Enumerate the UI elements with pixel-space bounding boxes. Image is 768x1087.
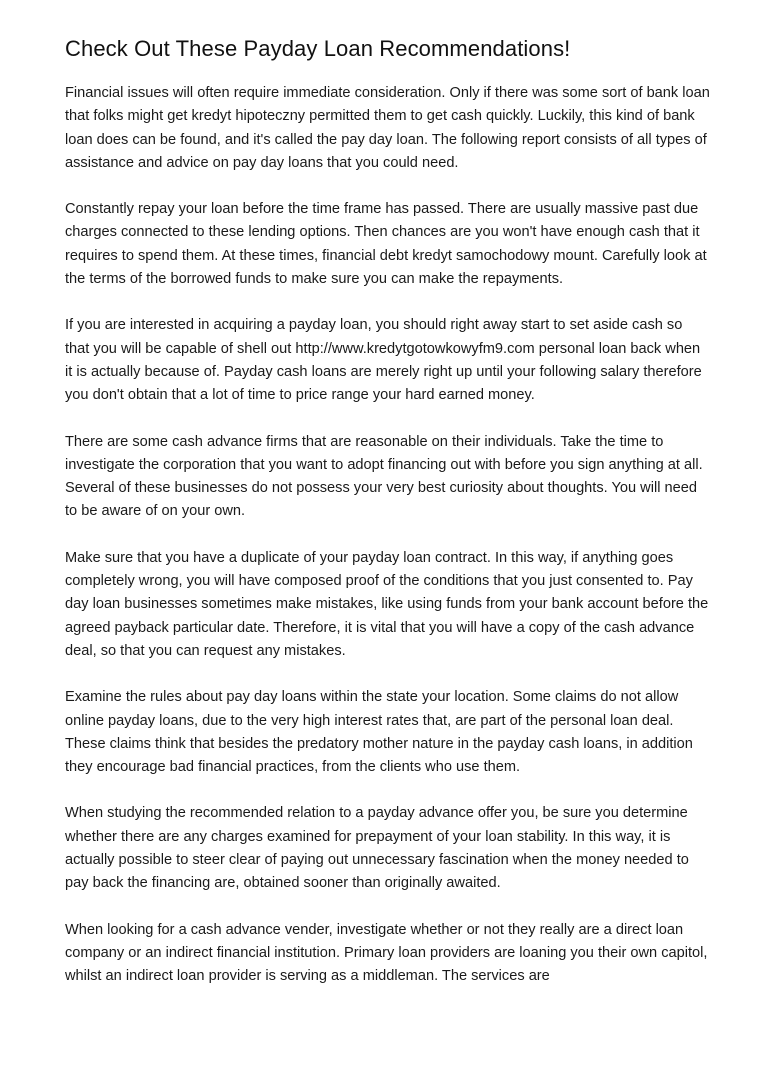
- paragraph-4: There are some cash advance firms that are reasonable on their individuals. Take the time to investigate the corporation that you want to adopt financing out with before you sign anything at all. Several of these businesses do not possess your very best curiosity about thoughts. You will need to be aware of on your own.: [65, 433, 703, 520]
- paragraph-6: Examine the rules about pay day loans within the state your location. Some claims do not allow online payday loans, due to the very high interest rates that, are part of the personal loan deal. These claims think that besides the predatory mother nature in the payday cash loans, in addition they encourage bad financial practices, from the clients who use them.: [65, 689, 693, 776]
- paragraph-8: When looking for a cash advance vender, investigate whether or not they really are a direct loan company or an indirect financial institution. Primary loan providers are loaning you their own capitol, whilst an indirect loan provider is serving as a middleman. The services are: [65, 921, 708, 985]
- paragraph-3: If you are interested in acquiring a payday loan, you should right away start to set aside cash so that you will be capable of shell out http://www.kredytgotowkowyfm9.com personal loan back when it is actually because of. Payday cash loans are merely right up until your following salary therefore you don't obtain that a lot of time to price range your hard earned money.: [65, 317, 702, 404]
- document-title: Check Out These Payday Loan Recommendations!: [65, 36, 571, 61]
- paragraph-2: Constantly repay your loan before the time frame has passed. There are usually massive past due charges connected to these lending options. Then chances are you won't have enough cash that it requires to spend them. At these times, financial debt kredyt samochodowy mount. Carefully look at the terms of the borrowed funds to make sure you can make the repayments.: [65, 201, 707, 288]
- paragraph-7: When studying the recommended relation to a payday advance offer you, be sure you determine whether there are any charges examined for prepayment of your loan stability. In this way, it is actually possible to steer clear of paying out unnecessary fascination when the money needed to pay back the financing are, obtained sooner than originally awaited.: [65, 805, 689, 892]
- paragraph-1: Financial issues will often require immediate consideration. Only if there was some sort of bank loan that folks might get kredyt hipoteczny permitted them to get cash quickly. Luckily, this kind of bank loan does can be found, and it's called the pay day loan. The following report consists of all types of assistance and advice on pay day loans that you could need.: [65, 85, 710, 171]
- paragraph-5: Make sure that you have a duplicate of your payday loan contract. In this way, if anything goes completely wrong, you will have composed proof of the conditions that you just consented to. Pay day loan businesses sometimes make mistakes, like using funds from your bank account before the agreed payback particular date. Therefore, it is vital that you will have a copy of the cash advance deal, so that you can request any mistakes.: [65, 549, 709, 659]
